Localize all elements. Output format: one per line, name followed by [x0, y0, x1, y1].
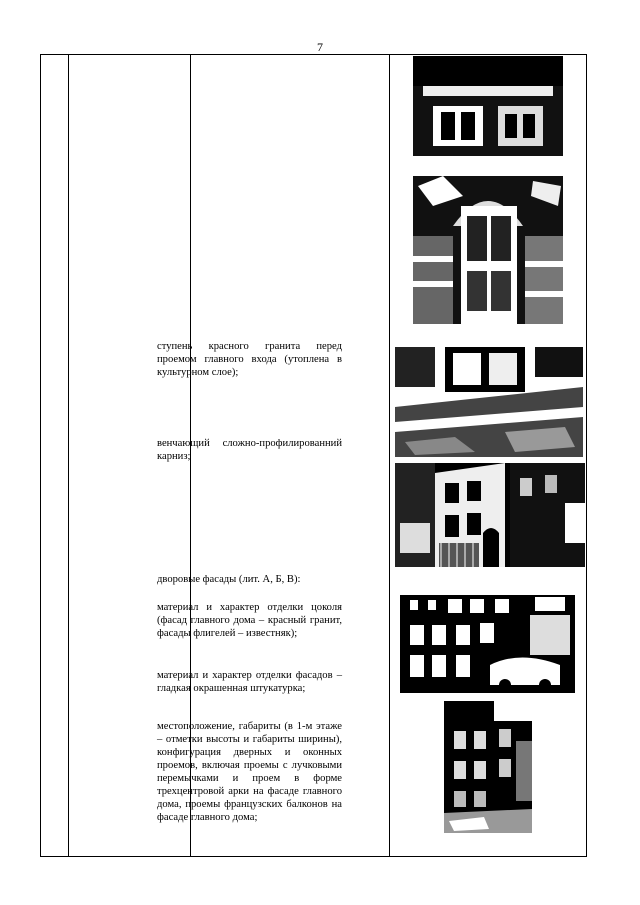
corner-building-photo [395, 463, 585, 567]
entrance-step-photo [395, 347, 583, 457]
text-courtyard-heading: дворовые фасады (лит. А, Б, В): [157, 574, 301, 585]
text-openings: местоположение, габариты (в 1-м этаже – отметки высоты и габариты ширины), конфигурация дверных и оконных проемов, включая проемы с лучковыми перемычками и проем в форме трехцентровой арки на фасаде главного дома, проемы французских балконов на фасаде главного дома; [157, 721, 342, 823]
text-granite-step: ступень красного гранита перед проемом главного входа (утоплена в культурном слое); [157, 341, 342, 378]
page-number: 7 [317, 40, 323, 54]
courtyard-windows-photo [400, 595, 575, 693]
text-facade-finish: материал и характер отделки фасадов – гладкая окрашенная штукатурка; [157, 670, 342, 694]
column-divider [68, 55, 69, 856]
column-divider [389, 55, 390, 856]
text-cornice: венчающий сложно-профилированний карниз; [157, 438, 342, 462]
narrow-courtyard-photo [444, 701, 532, 833]
facade-doorway-photo [413, 56, 563, 324]
text-plinth: материал и характер отделки цоколя (фасад главного дома – красный гранит, фасады флигелей – известняк); [157, 602, 342, 639]
